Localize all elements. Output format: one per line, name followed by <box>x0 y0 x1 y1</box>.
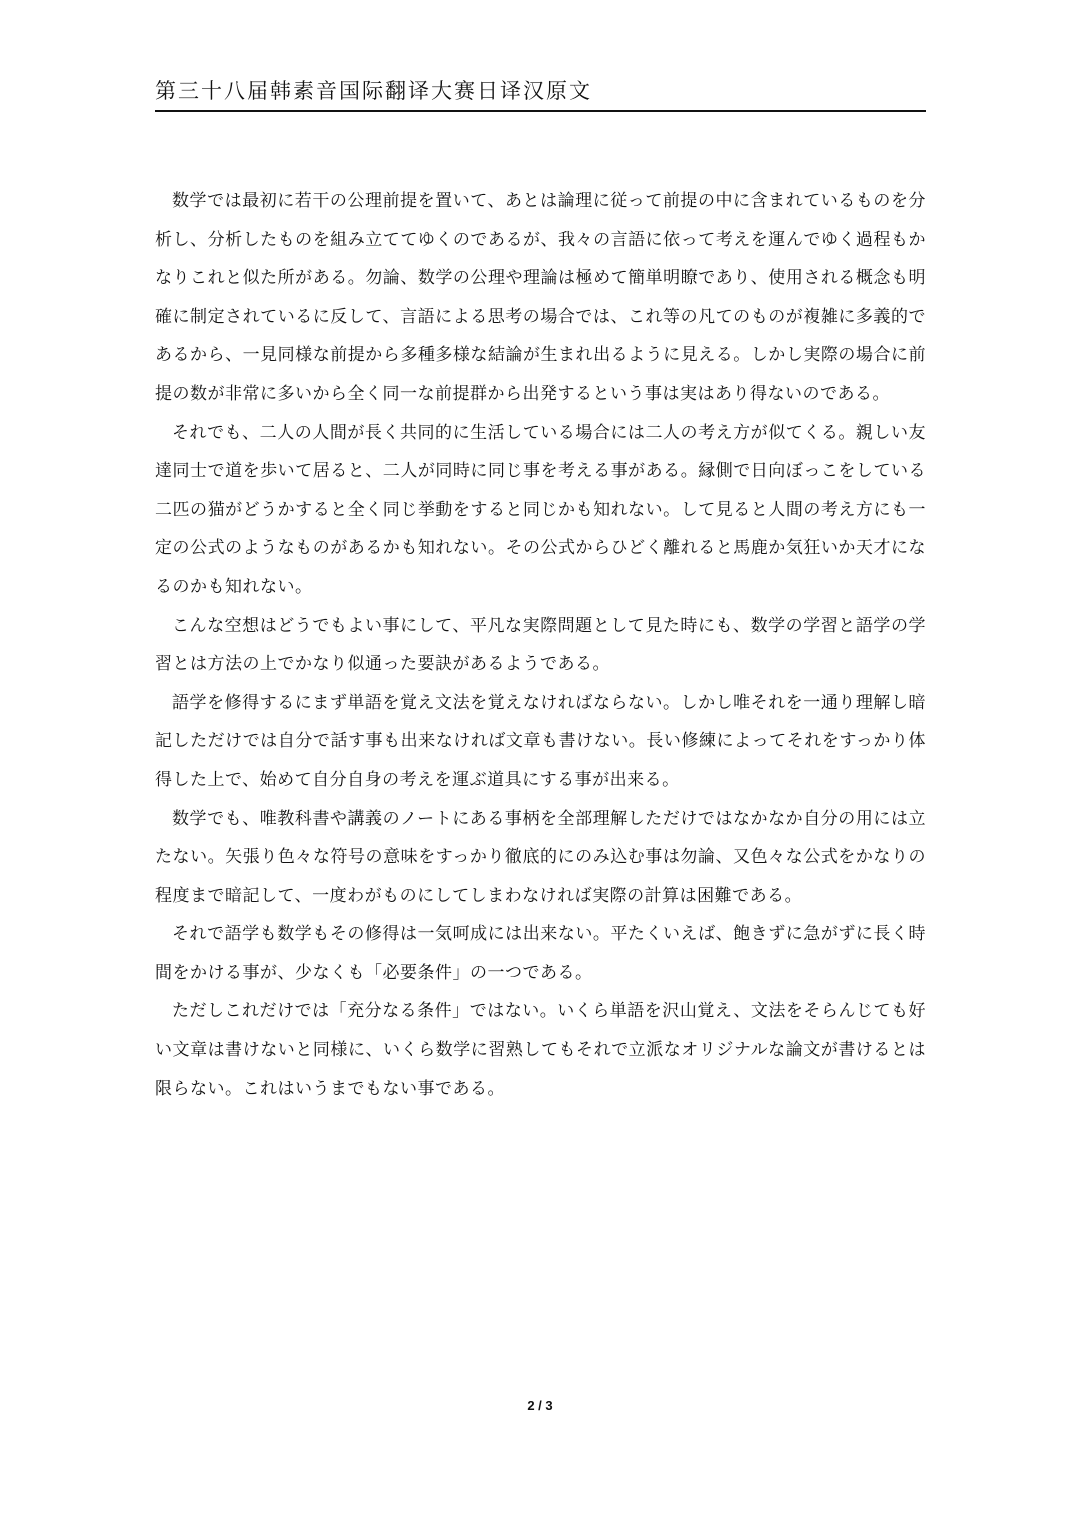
document-body <box>155 182 926 1108</box>
paragraph-1: 数学では最初に若干の公理前提を置いて、あとは論理に従って前提の中に含まれているものを分析し、分析したものを組み立ててゆくのであるが、我々の言語に依って考えを運んでゆく過程もかなりこれと似た所がある。勿論、数学の公理や理論は極めて簡単明瞭であり、使用される概念も明確に制定されているに反して、言語による思考の場合では、これ等の凡てのものが複雑に多義的であるから、一見同様な前提から多種多様な結論が生まれ出るように見える。しかし実際の場合に前提の数が非常に多いから全く同一な前提群から出発するという事は実はあり得ないのである。 <box>155 191 926 404</box>
header-rule <box>155 110 926 112</box>
paragraph-6: それで語学も数学もその修得は一気呵成には出来ない。平たくいえば、飽きずに急がずに長く時間をかける事が、少なくも「必要条件」の一つである。 <box>155 924 926 983</box>
paragraph-4: 語学を修得するにまず単語を覚え文法を覚えなければならない。しかし唯それを一通り理解し暗記しただけでは自分で話す事も出来なければ文章も書けない。長い修練によってそれをすっかり体得した上で、始めて自分自身の考えを運ぶ道具にする事が出来る。 <box>155 692 926 790</box>
paragraph-5: 数学でも、唯教科書や講義のノートにある事柄を全部理解しただけではなかなか自分の用には立たない。矢張り色々な符号の意味をすっかり徹底的にのみ込む事は勿論、又色々な公式をかなりの程度まで暗記して、一度わがものにしてしまわなければ実際の計算は困難である。 <box>155 808 926 906</box>
paragraph-3: こんな空想はどうでもよい事にして、平凡な実際問題として見た時にも、数学の学習と語学の学習とは方法の上でかなり似通った要訣があるようである。 <box>155 615 926 675</box>
paragraph-2: それでも、二人の人間が長く共同的に生活している場合には二人の考え方が似てくる。親しい友達同士で道を歩いて居ると、二人が同時に同じ事を考える事がある。縁側で日向ぼっこをしている二匹の猫がどうかすると全く同じ挙動をすると同じかも知れない。して見ると人間の考え方にも一定の公式のようなものがあるかも知れない。その公式からひどく離れると馬鹿か気狂いか天才になるのかも知れない。 <box>155 422 926 597</box>
page-number: 2 / 3 <box>527 1398 553 1413</box>
header-title: 第三十八届韩素音国际翻译大赛日译汉原文 <box>155 79 592 103</box>
paragraph-7: ただしこれだけでは「充分なる条件」ではない。いくら単語を沢山覚え、文法をそらんじても好い文章は書けないと同様に、いくら数学に習熟してもそれで立派なオリジナルな論文が書けるとは限らない。これはいうまでもない事である。 <box>155 1001 926 1099</box>
page-header <box>155 76 926 106</box>
